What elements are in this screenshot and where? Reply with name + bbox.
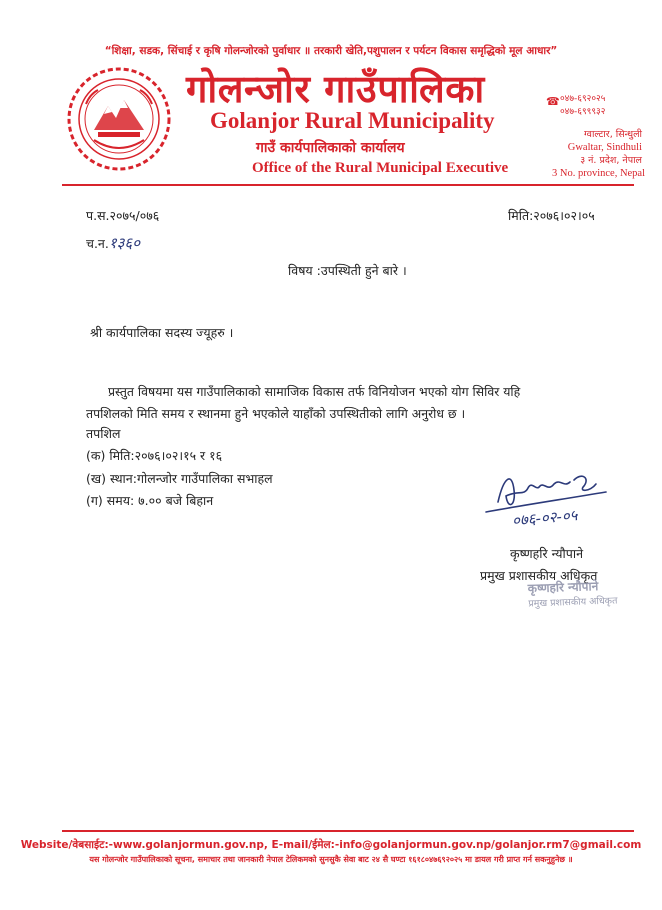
municipality-emblem-icon xyxy=(64,64,174,174)
municipality-title-english: Golanjor Rural Municipality xyxy=(210,108,495,133)
detail-time: (ग) समय: ७.०० बजे बिहान xyxy=(86,493,214,508)
address-english-1: Gwaltar, Sindhuli xyxy=(567,142,642,153)
detail-date: (क) मिति:२०७६।०२।१५ र १६ xyxy=(86,448,223,463)
signatory-designation: प्रमुख प्रशासकीय अधिकृत xyxy=(480,568,598,583)
dispatch-number xyxy=(86,233,140,253)
header-divider xyxy=(62,184,634,186)
telephone-icon: ☎ xyxy=(546,95,560,108)
footer-divider xyxy=(62,830,634,832)
stamp-designation: प्रमुख प्रशासकीय अधिकृत xyxy=(528,595,618,610)
signatory-name: कृष्णहरि न्यौपाने xyxy=(510,546,584,561)
signature-date: ०७६-०२-०५ xyxy=(511,506,579,530)
phone-number-1: ०४७-६९२०२५ xyxy=(560,94,606,104)
phone-numbers xyxy=(546,93,606,119)
dispatch-number-handwritten: १३६० xyxy=(108,234,141,252)
subject-line: विषय :उपस्थिती हुने बारे । xyxy=(288,263,407,278)
details-heading: तपशिल xyxy=(86,426,121,441)
letter-date: मिति:२०७६।०२।०५ xyxy=(508,208,595,223)
slogan: “शिक्षा, सडक, सिंचाई र कृषि गोलन्जोरको पुर्वाधार ॥ तरकारी खेति,पशुपालन र पर्यटन विकास समृद्धिको मूल आधार” xyxy=(104,45,558,57)
address-nepali-1: ग्वाल्टार, सिन्धुली xyxy=(584,129,642,140)
phone-number-2: ०४७-६९९९३२ xyxy=(560,107,606,117)
stamp-name: कृष्णहरि न्यौपाने xyxy=(527,579,599,596)
address-english-2: 3 No. province, Nepal xyxy=(552,168,646,179)
detail-place: (ख) स्थान:गोलन्जोर गाउँपालिका सभाहल xyxy=(86,471,273,486)
reference-number: प.स.२०७५/०७६ xyxy=(86,208,160,223)
office-title-nepali: गाउँ कार्यपालिकाको कार्यालय xyxy=(256,140,405,156)
municipality-title-nepali: गोलन्जोर गाउँपालिका xyxy=(186,67,485,111)
office-title-english: Office of the Rural Municipal Executive xyxy=(252,160,509,176)
salutation: श्री कार्यपालिका सदस्य ज्यूहरु । xyxy=(90,325,234,340)
paragraph-line-1: प्रस्तुत विषयमा यस गाउँपालिकाको सामाजिक विकास तर्फ विनियोजन भएको योग सिविर यहि xyxy=(108,384,521,399)
address-nepali-2: ३ नं. प्रदेश, नेपाल xyxy=(580,155,642,166)
official-stamp xyxy=(528,578,618,611)
office-address xyxy=(552,128,646,180)
dispatch-label: च.न. xyxy=(86,236,109,251)
footer-notice: यस गोलन्जोर गाउँपालिकाको सूचना, समाचार तथा जानकारी नेपाल टेलिकमको सुनसुकै सेवा बाट २४ सै घण्टा १६१८०४७६९२०२५ मा डायल गरी प्राप्त गर्न सकनुहुनेछ ॥ xyxy=(89,855,573,864)
footer-contact: Website/वेबसाईट:-www.golanjormun.gov.np, E-mail/ईमेल:-info@golanjormun.gov.np/golanjor.rm7@gmail.com xyxy=(20,839,642,851)
paragraph-line-2: तपशिलको मिति समय र स्थानमा हुने भएकोले याहाँको उपस्थितीको लागि अनुरोध छ । xyxy=(86,406,466,421)
